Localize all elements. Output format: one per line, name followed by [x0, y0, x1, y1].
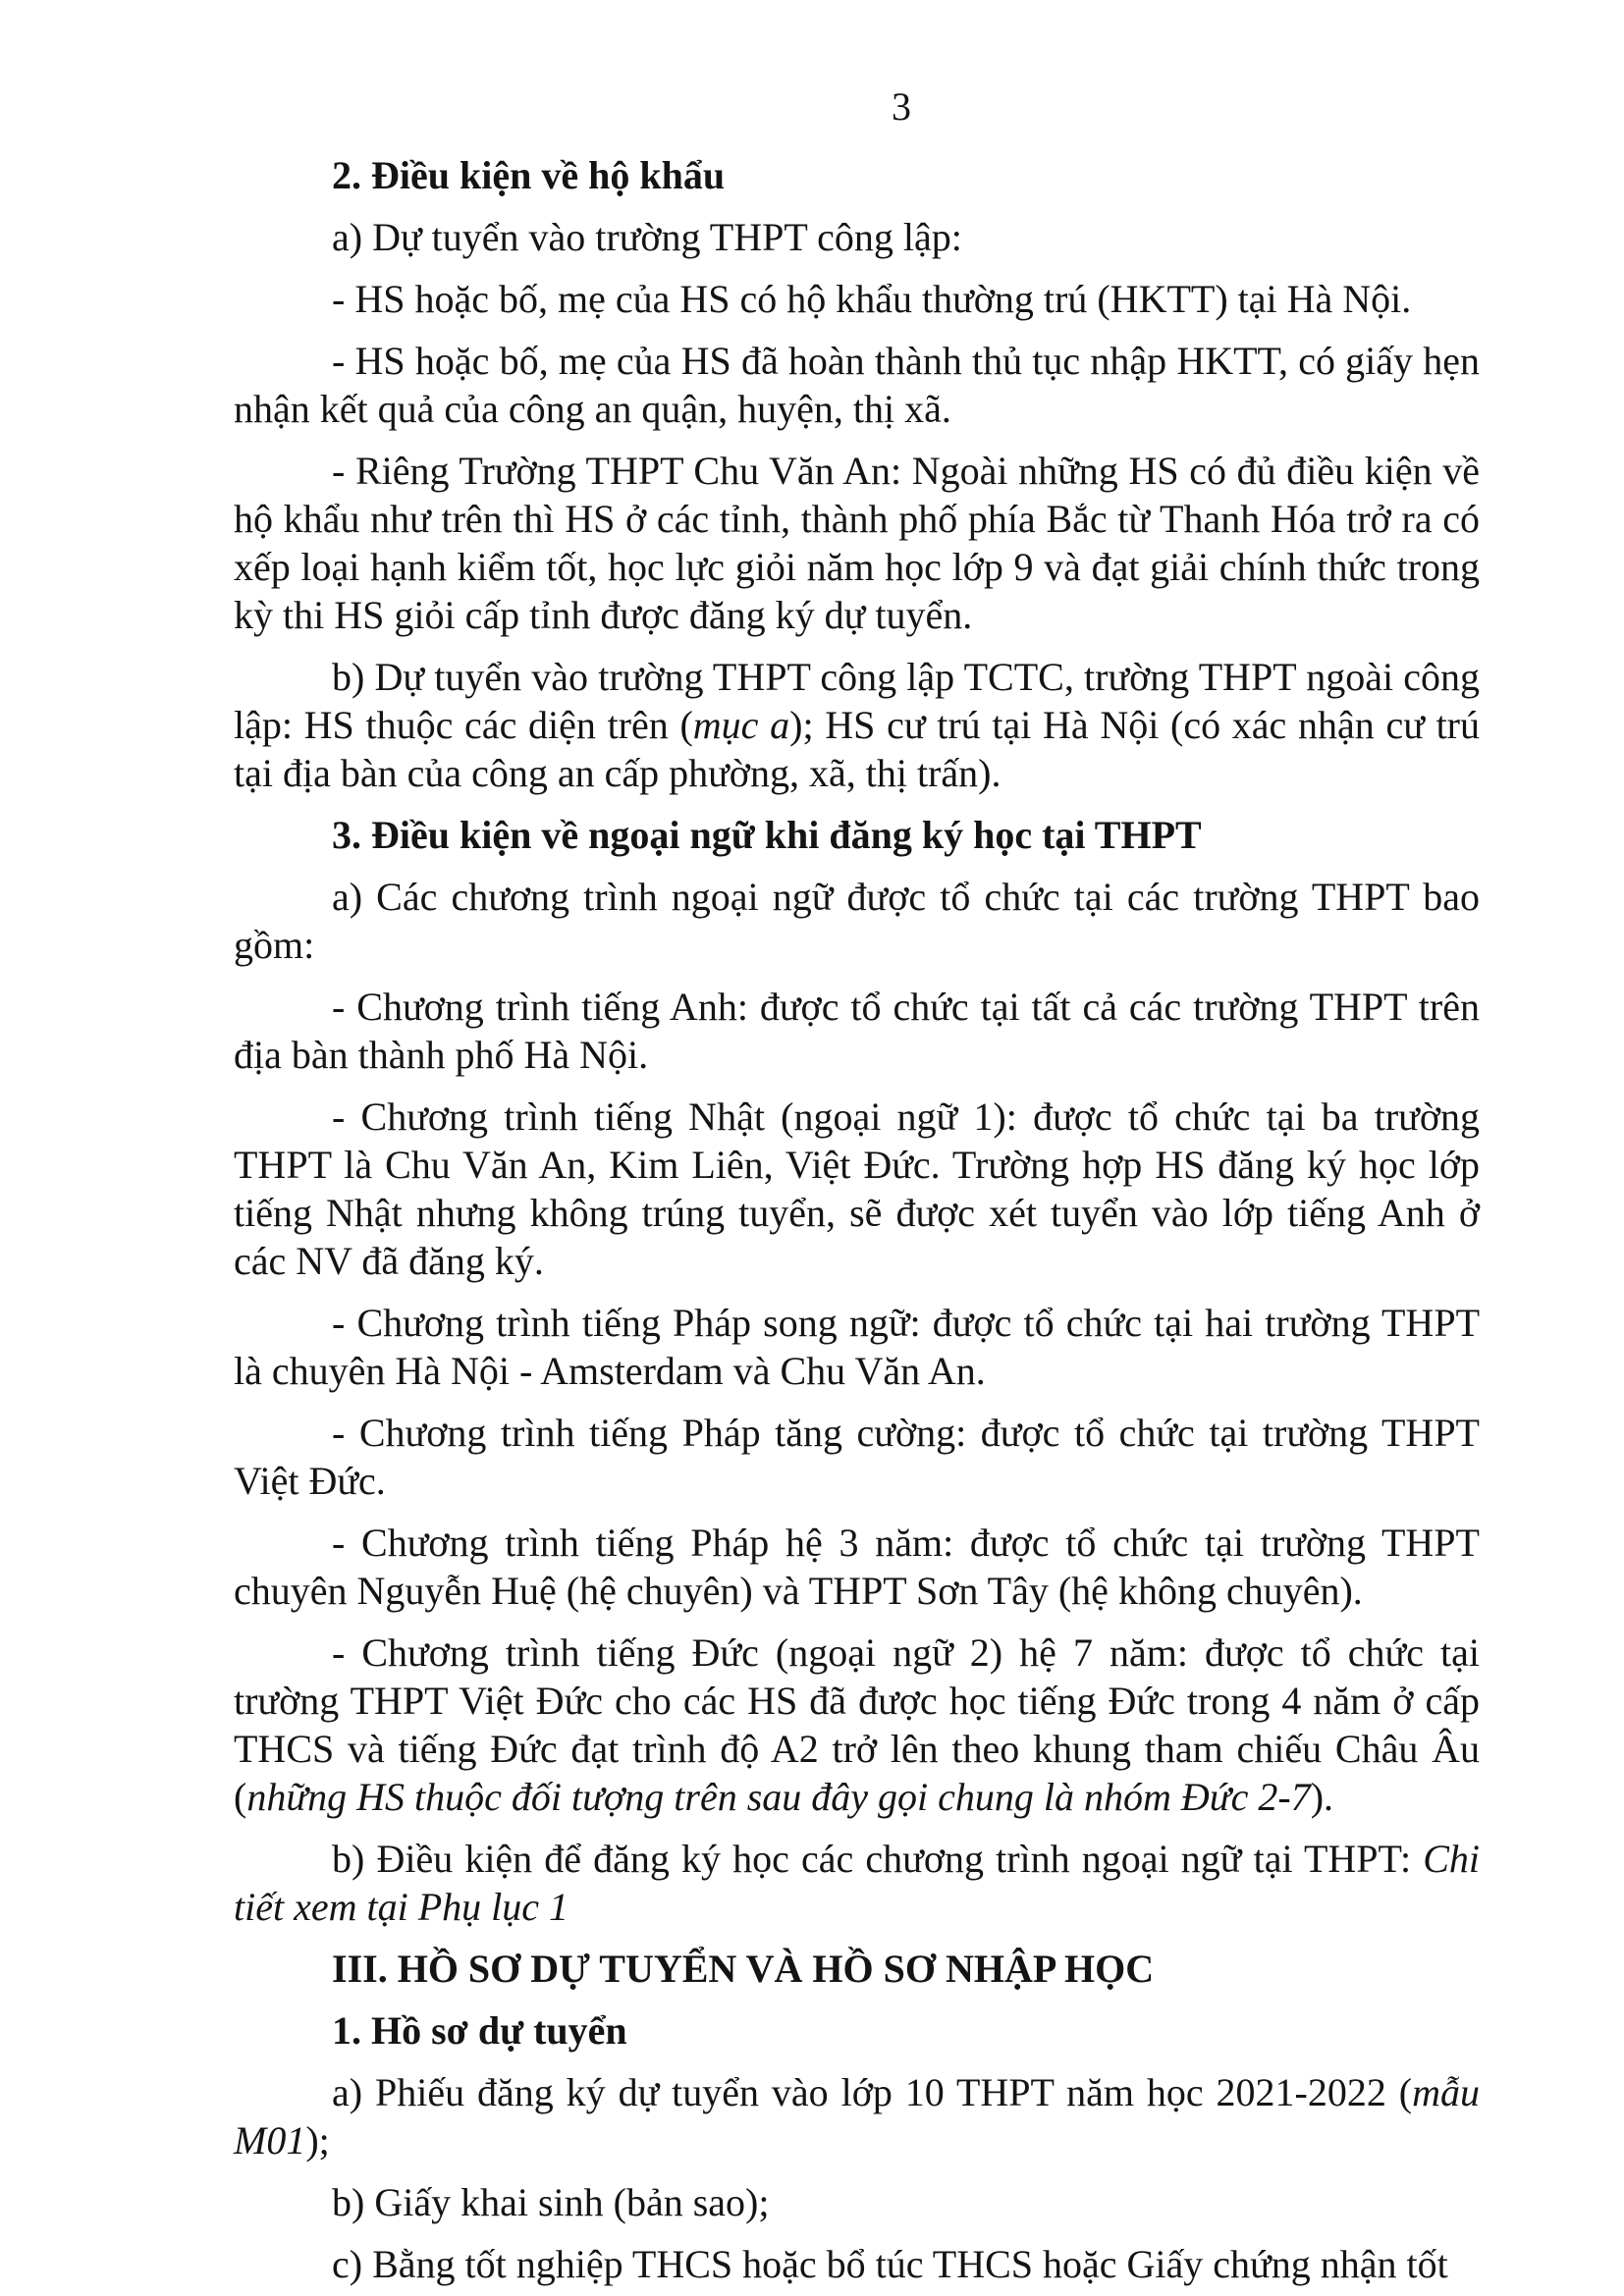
text-run: );	[305, 2118, 330, 2163]
text-run: ); HS cư trú tại Hà Nội (có xác nhận cư trú tại địa bàn của công an cấp phường, xã, thị trấn).	[234, 703, 1481, 795]
body-paragraph	[234, 1519, 1480, 1615]
section-heading	[234, 1945, 1480, 1993]
body-paragraph	[234, 275, 1480, 323]
body-paragraph	[234, 653, 1480, 797]
text-run: b) Dự tuyển vào trường THPT công lập TCTC, trường THPT ngoài công lập: HS thuộc các diện trên (	[234, 655, 1480, 747]
italic-text: Chi tiết xem tại Phụ lục 1	[234, 1837, 1480, 1929]
text-run: - Chương trình tiếng Anh: được tổ chức tại tất cả các trường THPT trên địa bàn thành phố Hà Nội.	[234, 985, 1480, 1077]
text-run: - Chương trình tiếng Nhật (ngoại ngữ 1): được tổ chức tại ba trường THPT là Chu Văn An, Kim Liên, Việt Đức. Trường hợp HS đăng ký học lớp tiếng Nhật nhưng không trúng tuyển, sẽ được xét tuyển vào lớp tiếng Anh ở các NV đã đăng ký.	[234, 1095, 1480, 1283]
document-body	[234, 151, 1480, 2288]
text-run: - Chương trình tiếng Pháp hệ 3 năm: được tổ chức tại trường THPT chuyên Nguyễn Huệ (hệ chuyên) và THPT Sơn Tây (hệ không chuyên).	[234, 1521, 1480, 1613]
text-run: 2. Điều kiện về hộ khẩu	[332, 153, 726, 197]
section-heading	[234, 811, 1480, 859]
text-run: b) Giấy khai sinh (bản sao);	[332, 2180, 770, 2224]
text-run: - Chương trình tiếng Pháp song ngữ: được tổ chức tại hai trường THPT là chuyên Hà Nội - Amsterdam và Chu Văn An.	[234, 1301, 1480, 1393]
body-paragraph	[234, 1093, 1480, 1285]
text-run: 1. Hồ sơ dự tuyển	[332, 2008, 627, 2053]
body-paragraph	[234, 983, 1480, 1079]
text-run: ).	[1310, 1775, 1334, 1819]
text-run: a) Dự tuyển vào trường THPT công lập:	[332, 215, 962, 259]
text-run: a) Các chương trình ngoại ngữ được tổ chức tại các trường THPT bao gồm:	[234, 875, 1480, 967]
body-paragraph	[234, 2068, 1480, 2164]
page-number: 3	[892, 84, 911, 129]
text-run: - Riêng Trường THPT Chu Văn An: Ngoài những HS có đủ điều kiện về hộ khẩu như trên thì HS ở các tỉnh, thành phố phía Bắc từ Thanh Hóa trở ra có xếp loại hạnh kiểm tốt, học lực giỏi năm học lớp 9 và đạt giải chính thức trong kỳ thi HS giỏi cấp tỉnh được đăng ký dự tuyển.	[234, 449, 1480, 637]
body-paragraph	[234, 2240, 1480, 2288]
text-run: 3. Điều kiện về ngoại ngữ khi đăng ký học tại THPT	[332, 813, 1202, 857]
text-run: a) Phiếu đăng ký dự tuyển vào lớp 10 THPT năm học 2021-2022 (	[332, 2070, 1413, 2114]
body-paragraph	[234, 337, 1480, 433]
text-run: - HS hoặc bố, mẹ của HS có hộ khẩu thường trú (HKTT) tại Hà Nội.	[332, 277, 1412, 321]
body-paragraph	[234, 213, 1480, 261]
italic-text: mục a	[692, 703, 790, 747]
body-paragraph	[234, 1835, 1480, 1931]
text-run: b) Điều kiện để đăng ký học các chương trình ngoại ngữ tại THPT:	[332, 1837, 1424, 1881]
body-paragraph	[234, 2178, 1480, 2226]
text-run: c) Bằng tốt nghiệp THCS hoặc bổ túc THCS hoặc Giấy chứng nhận tốt	[332, 2242, 1448, 2286]
body-paragraph	[234, 1629, 1480, 1821]
text-run: - Chương trình tiếng Pháp tăng cường: được tổ chức tại trường THPT Việt Đức.	[234, 1411, 1480, 1503]
body-paragraph	[234, 1299, 1480, 1395]
body-paragraph	[234, 873, 1480, 969]
section-heading	[234, 2006, 1480, 2055]
text-run: - HS hoặc bố, mẹ của HS đã hoàn thành thủ tục nhập HKTT, có giấy hẹn nhận kết quả của công an quận, huyện, thị xã.	[234, 339, 1480, 431]
text-run: - Chương trình tiếng Đức (ngoại ngữ 2) hệ 7 năm: được tổ chức tại trường THPT Việt Đức cho các HS đã được học tiếng Đức trong 4 năm ở cấp THCS và tiếng Đức đạt trình độ A2 trở lên theo khung tham chiếu Châu Âu (	[234, 1630, 1480, 1819]
body-paragraph	[234, 1409, 1480, 1505]
body-paragraph	[234, 447, 1480, 639]
italic-text: mẫu M01	[234, 2070, 1480, 2163]
section-heading	[234, 151, 1480, 199]
italic-text: những HS thuộc đối tượng trên sau đây gọi chung là nhóm Đức 2-7	[246, 1775, 1311, 1819]
text-run: III. HỒ SƠ DỰ TUYỂN VÀ HỒ SƠ NHẬP HỌC	[332, 1947, 1155, 1991]
